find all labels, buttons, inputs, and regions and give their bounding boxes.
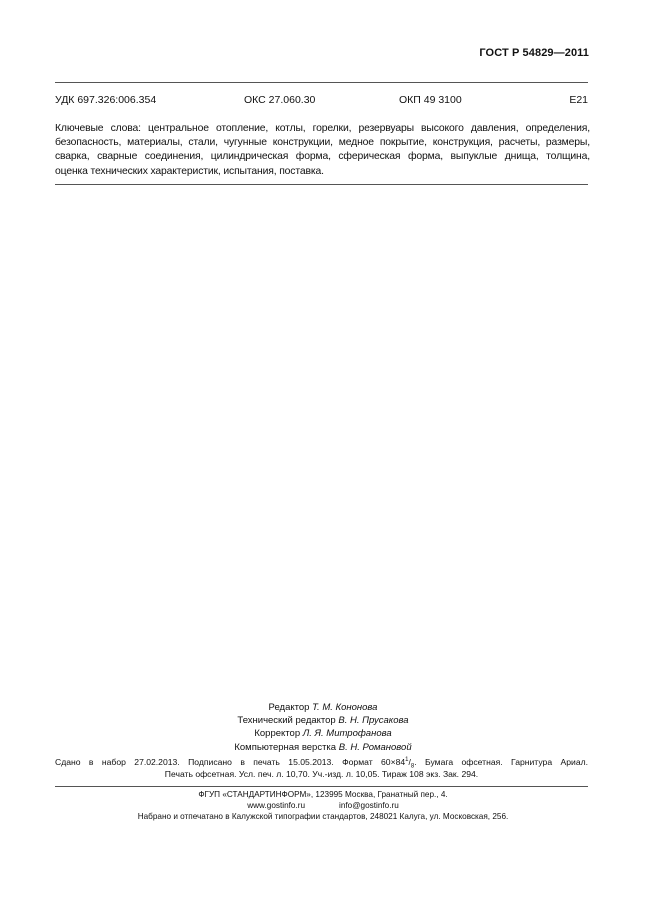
format-sup: 1 [405,757,409,764]
print-info-line [55,757,588,769]
layout-line [0,741,646,754]
print-dates-text: Сдано в набор 27.02.2013. Подписано в печать 15.05.2013. Формат 60×84 [55,757,406,767]
publisher-block [0,789,646,823]
publisher-email: info@gostinfo.ru [339,801,399,811]
publisher-name-address: ФГУП «СТАНДАРТИНФОРМ», 123995 Москва, Гранатный пер., 4. [198,790,448,799]
keywords-block [55,122,590,179]
editor-role: Редактор [268,702,310,713]
bottom-rule [55,786,588,787]
keywords-line: оценка технических характеристик, испытания, поставка. [55,165,324,177]
corrector-name: Л. Я. Митрофанова [302,728,392,740]
layout-name: В. Н. Романовой [338,741,412,753]
standard-code: ГОСТ Р 54829—2011 [479,47,589,59]
format-slash: / [408,757,411,767]
credits-block [0,701,646,754]
classifier-row [55,94,588,108]
tech-editor-role: Технический редактор [237,715,336,727]
keywords-line: безопасность, материалы, стали, чугунные конструкции, медное покрытие, конструкция, расчеты, размеры, [55,137,590,149]
print-info-line-2: Печать офсетная. Усл. печ. л. 10,70. Уч.-изд. л. 10,05. Тираж 108 экз. Зак. 294. [164,768,479,779]
udk-code: УДК 697.326:006.354 [55,94,157,106]
corrector-line [0,727,646,740]
tech-editor-line [0,714,646,727]
tech-editor-name: В. Н. Прусакова [338,715,409,727]
editor-line [0,701,646,714]
print-info-block [55,757,588,780]
top-rule [55,82,588,83]
keywords-line: Ключевые слова: центральное отопление, котлы, горелки, резервуары высокого давления, определения, [55,123,590,134]
publisher-contacts [0,800,646,811]
keywords-rule [55,184,588,185]
format-sub: 8 [410,763,415,770]
okp-code: ОКП 49 3100 [399,94,462,106]
publisher-website: www.gostinfo.ru [247,801,306,811]
group-code: Е21 [569,94,588,106]
layout-role: Компьютерная верстка [234,741,337,753]
oks-code: ОКС 27.060.30 [244,94,316,106]
printing-house-line: Набрано и отпечатано в Калужской типографии стандартов, 248021 Калуга, ул. Московская, 256. [137,812,509,822]
keywords-line: сварка, сварные соединения, цилиндрическая форма, сферическая форма, выпуклые днища, толщина, [55,151,590,163]
corrector-role: Корректор [254,728,301,740]
paper-font-text: . Бумага офсетная. Гарнитура Ариал. [414,757,588,767]
editor-name: Т. М. Кононова [312,702,378,713]
